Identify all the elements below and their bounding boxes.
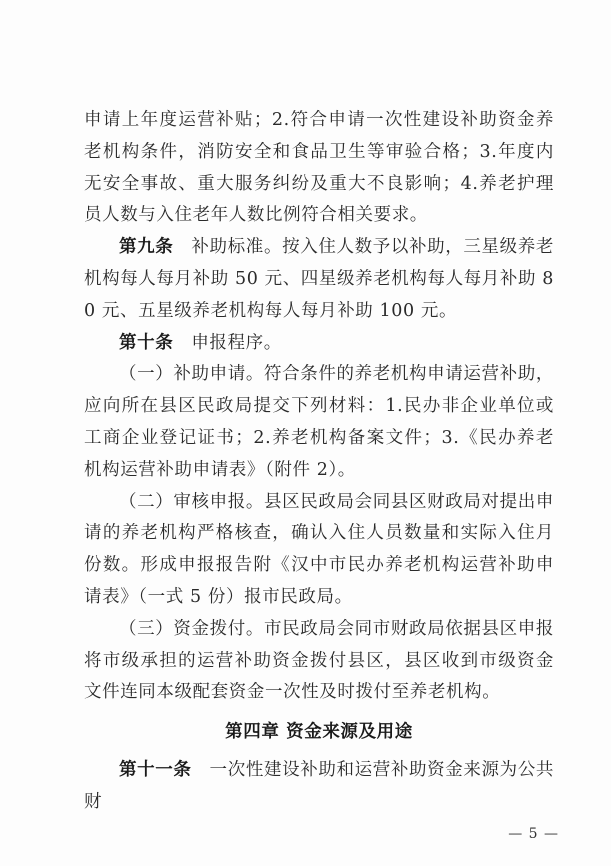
article-9 bbox=[84, 232, 554, 327]
article-9-title: 第九条 bbox=[119, 237, 174, 258]
item-review: （二）审核申报。县区民政局会同县区财政局对提出申请的养老机构严格核查，确认入住人员数量和实际入住月份数。形成申报报告附《汉中市民办养老机构运营补助申请表》（一式 5 份）报市民政局。 bbox=[84, 491, 554, 607]
item-application: （一）补助申请。符合条件的养老机构申请运营补助，应向所在县区民政局提交下列材料：1.民办非企业单位或工商企业登记证书；2.养老机构备案文件；3.《民办养老机构运营补助申请表》（附件 2）。 bbox=[84, 364, 554, 480]
document-body bbox=[84, 105, 554, 819]
article-10-title: 第十条 bbox=[119, 332, 174, 353]
article-11-title: 第十一条 bbox=[119, 760, 192, 781]
page-number: — 5 — bbox=[508, 826, 559, 842]
article-11-text: 一次性建设补助和运营补助资金来源为公共财 bbox=[84, 760, 554, 812]
article-10-text: 申报程序。 bbox=[191, 332, 282, 353]
paragraph-continuation: 申请上年度运营补贴；2.符合申请一次性建设补助资金养老机构条件，消防安全和食品卫生等审验合格；3.年度内无安全事故、重大服务纠纷及重大不良影响；4.养老护理员人数与入住老年人数比例符合相关要求。 bbox=[84, 110, 554, 226]
article-9-text: 补助标准。按入住人数予以补助，三星级养老机构每人每月补助 50 元、四星级养老机构每人每月补助 80 元、五星级养老机构每人每月补助 100 元。 bbox=[84, 237, 554, 321]
article-10 bbox=[84, 328, 554, 360]
chapter-heading: 第四章 资金来源及用途 bbox=[225, 722, 413, 743]
article-11 bbox=[84, 755, 554, 819]
item-disbursement: （三）资金拨付。市民政局会同市财政局依据县区申报将市级承担的运营补助资金拨付县区，县区收到市级资金文件连同本级配套资金一次性及时拨付至养老机构。 bbox=[84, 618, 554, 703]
